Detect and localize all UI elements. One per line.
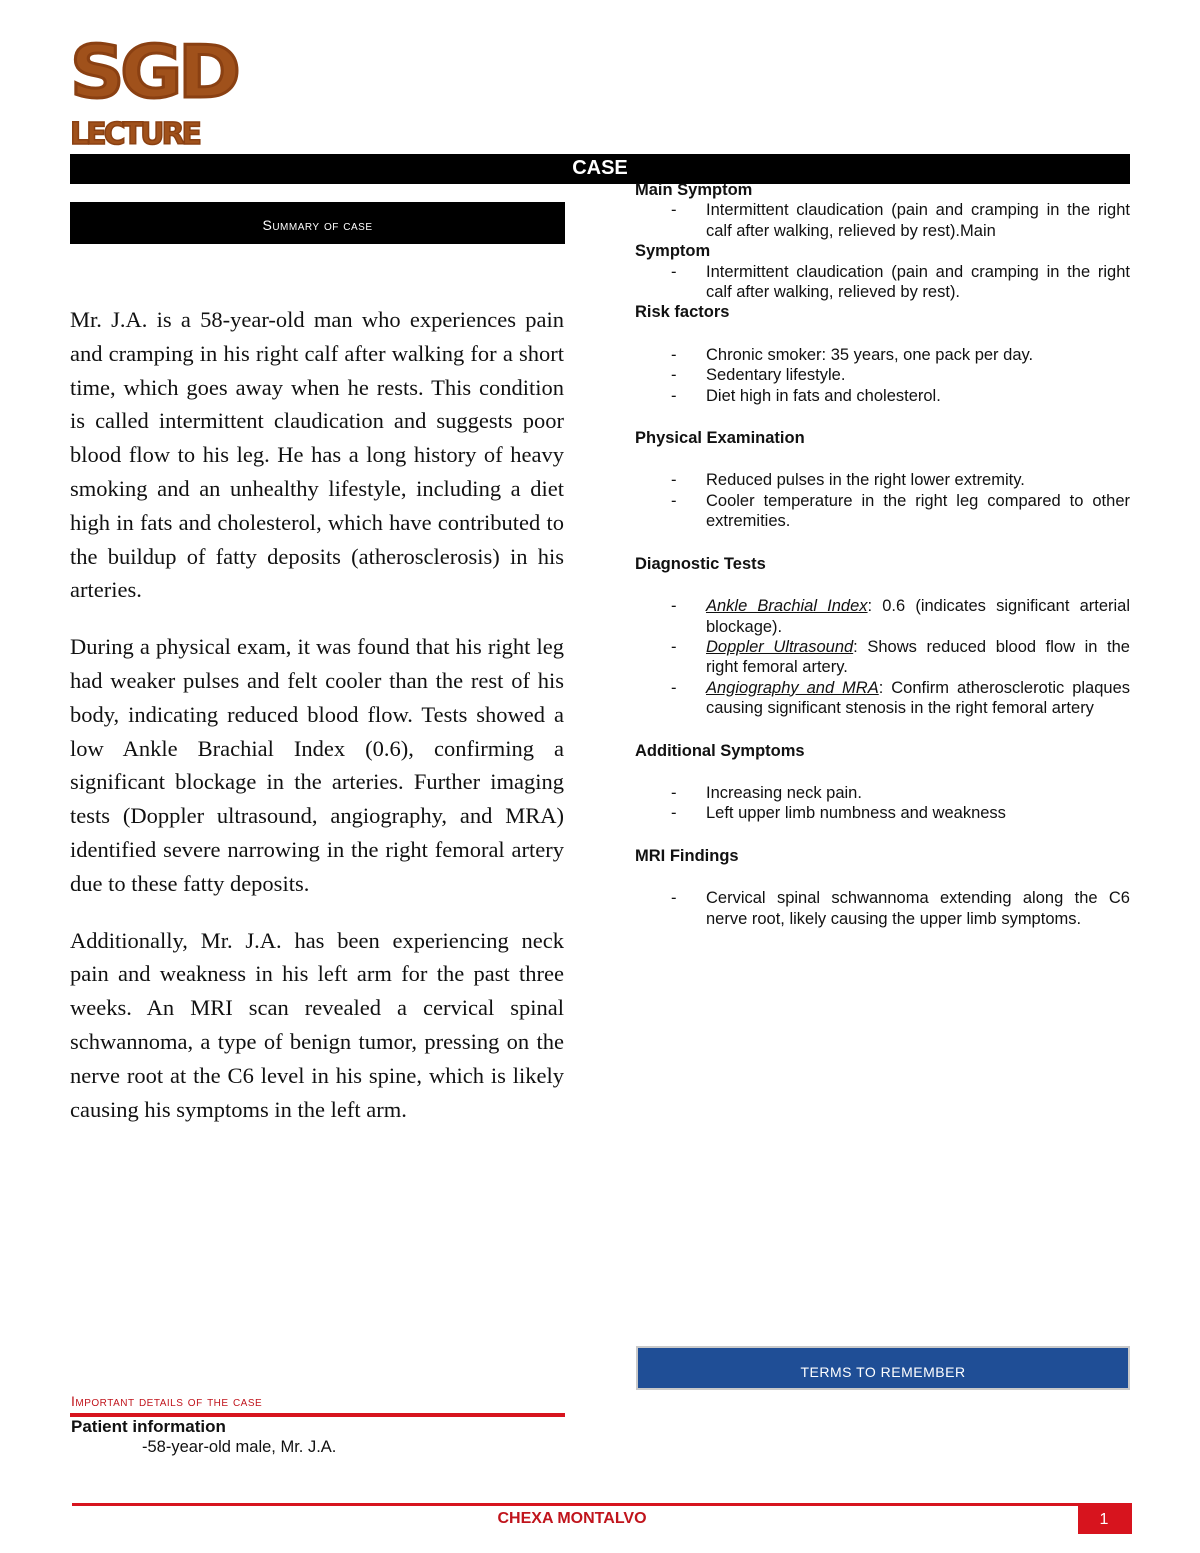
physical-exam-list (635, 470, 1130, 531)
summary-of-case-banner: Summary of case (70, 202, 565, 244)
page-number-divider (1076, 1506, 1078, 1534)
page-number: 1 (1076, 1506, 1132, 1534)
footer-author: CHEXA MONTALVO (497, 1510, 647, 1527)
list-item: - Diet high in fats and cholesterol. (671, 386, 941, 405)
narrative-paragraph-2: During a physical exam, it was found that his right leg had weaker pulses and felt cooler than the rest of his body, indicating reduced blood flow. Tests showed a low Ankle Brachial Index (0.6), confirming a significant blockage in the arteries. Further imaging tests (Doppler ultrasound, angiography, and MRA) identified severe narrowing in the right femoral artery due to these fatty deposits. (70, 634, 564, 896)
mri-findings-list (635, 888, 1130, 929)
main-symptom-heading: Main Symptom (635, 181, 753, 199)
case-title-bar: CASE (70, 154, 1130, 184)
risk-factors-heading: Risk factors (635, 303, 730, 322)
list-item: - Left upper limb numbness and weakness (671, 804, 1006, 823)
diagnostic-tests-list (635, 596, 1130, 718)
logo-sgd: SGD (70, 30, 237, 114)
case-details-column (635, 180, 1130, 929)
list-item: - Cooler temperature in the right leg compared to other extremities. (671, 491, 1130, 531)
narrative-paragraph-3: Additionally, Mr. J.A. has been experiencing neck pain and weakness in his left arm for the past three weeks. An MRI scan revealed a cervical spinal schwannoma, a type of benign tumor, pressing on the nerve root at the C6 level in his spine, which is likely causing his symptoms in the left arm. (70, 927, 564, 1122)
list-item: - Angiography and MRA: Confirm atherosclerotic plaques causing significant stenosis in the right femoral artery (671, 678, 1130, 718)
main-symptom-list (635, 200, 1130, 241)
symptom-list (635, 262, 1130, 303)
additional-symptoms-heading: Additional Symptoms (635, 741, 805, 760)
diagnostic-tests-heading: Diagnostic Tests (635, 554, 766, 573)
list-item: - Sedentary lifestyle. (671, 366, 846, 385)
symptom-heading: Symptom (635, 242, 711, 261)
list-item: - Cervical spinal schwannoma extending along the C6 nerve root, likely causing the upper limb symptoms. (671, 889, 1130, 928)
list-item: - Reduced pulses in the right lower extremity. (671, 471, 1025, 490)
patient-information-heading: Patient information (71, 1417, 226, 1436)
risk-factors-list (635, 345, 1130, 406)
list-item: - Doppler Ultrasound: Shows reduced blood flow in the right femoral artery. (671, 637, 1130, 677)
logo-lecture: LECTURE (70, 117, 200, 152)
list-item: - Chronic smoker: 35 years, one pack per day. (671, 345, 1034, 364)
mri-findings-heading: MRI Findings (635, 846, 739, 865)
terms-to-remember-banner: TERMS TO REMEMBER (636, 1346, 1130, 1390)
patient-detail: -58-year-old male, Mr. J.A. (142, 1438, 337, 1456)
list-item: - Intermittent claudication (pain and cramping in the right calf after walking, relieved by rest).Main (671, 201, 1130, 240)
list-item: - Intermittent claudication (pain and cramping in the right calf after walking, relieved by rest). (671, 262, 1130, 302)
footer-divider (72, 1503, 1132, 1506)
case-narrative (70, 303, 564, 1149)
list-item: - Increasing neck pain. (671, 783, 862, 802)
list-item: - Ankle Brachial Index: 0.6 (indicates significant arterial blockage). (671, 597, 1131, 636)
narrative-paragraph-1: Mr. J.A. is a 58-year-old man who experiences pain and cramping in his right calf after walking for a short time, which goes away when he rests. This condition is called intermittent claudication and suggests poor blood flow to his leg. He has a long history of heavy smoking and an unhealthy lifestyle, including a diet high in fats and cholesterol, which have contributed to the buildup of fatty deposits (atherosclerosis) in his arteries. (70, 307, 564, 603)
important-details-heading: Important details of the case (71, 1393, 263, 1409)
physical-exam-heading: Physical Examination (635, 429, 805, 448)
additional-symptoms-list (635, 783, 1130, 824)
